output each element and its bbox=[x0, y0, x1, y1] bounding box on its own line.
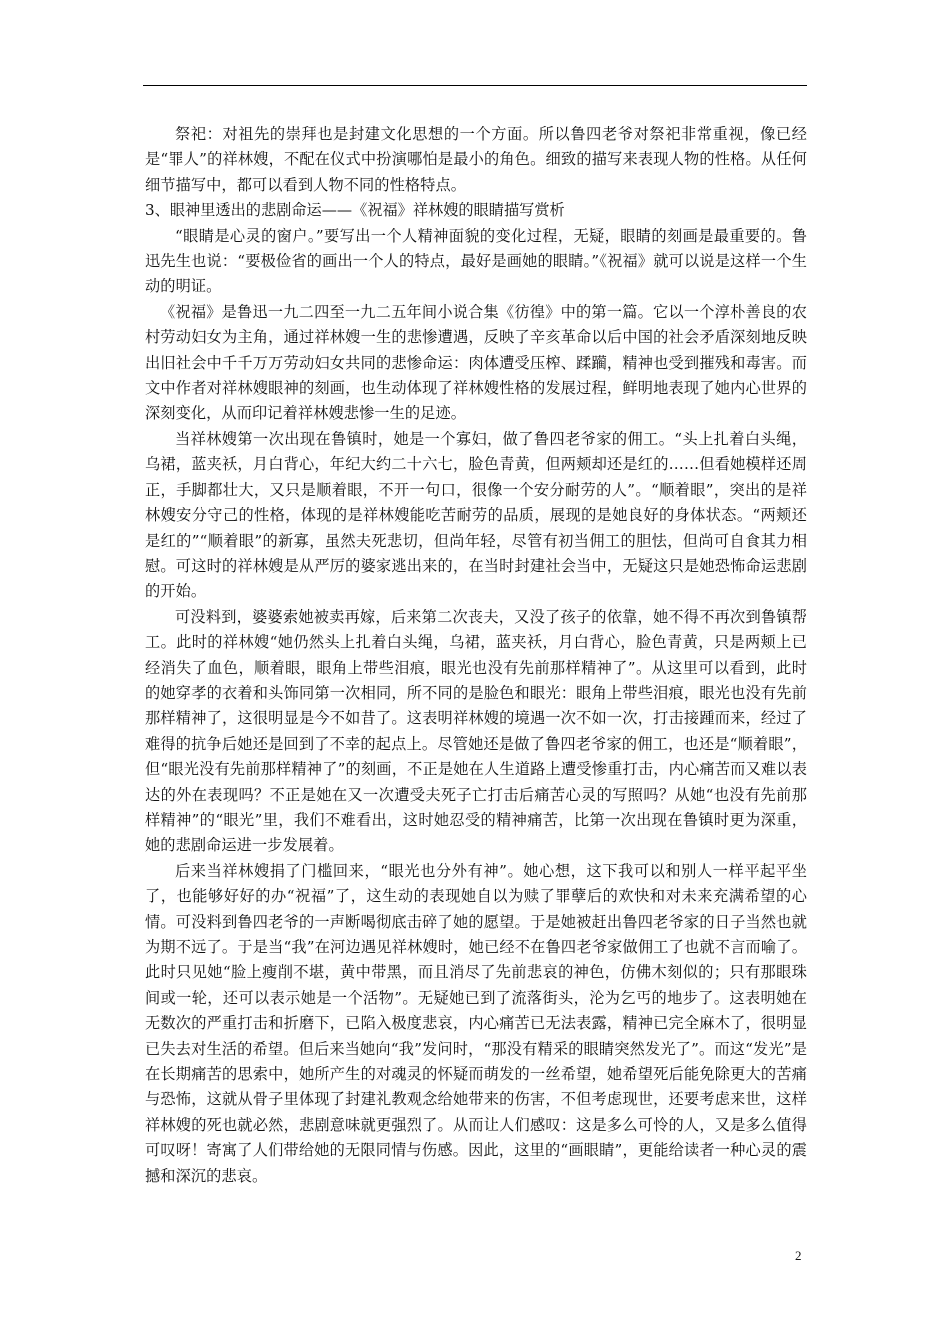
paragraph-final-state: 后来当祥林嫂捐了门槛回来，“眼光也分外有神”。她心想，这下我可以和别人一样平起平坐了，也能够好好的办“祝福”了，这生动的表现她自以为赎了罪孽后的欢快和对未来充满希望的心情。可没料到鲁四老爷的一声断喝彻底击碎了她的愿望。于是她被赶出鲁四老爷家的日子当然也就为期不远了。于是当“我”在河边遇见祥林嫂时，她已经不在鲁四老爷家做佣工了也就不言而喻了。此时只见她“脸上瘦削不堪，黄中带黑，而且消尽了先前悲哀的神色，仿佛木刻似的；只有那眼珠间或一轮，还可以表示她是一个活物”。无疑她已到了流落街头，沦为乞丐的地步了。这表明她在无数次的严重打击和折磨下，已陷入极度悲哀，内心痛苦已无法表露，精神已完全麻木了，很明显已失去对生活的希望。但后来当她向“我”发问时，“那没有精采的眼睛突然发光了”。而这“发光”是在长期痛苦的思索中，她所产生的对魂灵的怀疑而萌发的一丝希望，她希望死后能免除更大的苦痛与恐怖，这就从骨子里体现了封建礼教观念给她带来的伤害，不但考虑现世，还要考虑来世，这样祥林嫂的死也就必然，悲剧意味就更强烈了。从而让人们感叹：这是多么可怜的人，又是多么值得可叹呀！寄寓了人们带给她的无限同情与伤感。因此，这里的“画眼睛”，更能给读者一种心灵的震撼和深沉的悲哀。 bbox=[145, 861, 807, 1185]
paragraph-second-appearance: 可没料到，婆婆索她被卖再嫁，后来第二次丧夫，又没了孩子的依靠，她不得不再次到鲁镇帮工。此时的祥林嫂“她仍然头上扎着白头绳，乌裙，蓝夹袄，月白背心，脸色青黄，只是两颊上已经消失了血色，顺着眼，眼角上带些泪痕，眼光也没有先前那样精神了”。从这里可以看到，此时的她穿孝的衣着和头饰同第一次相同，所不同的是脸色和眼光：眼角上带些泪痕，眼光也没有先前那样精神了，这很明显是今不如昔了。这表明祥林嫂的境遇一次不如一次，打击接踵而来，经过了难得的抗争后她还是回到了不幸的起点上。尽管她还是做了鲁四老爷家的佣工，也还是“顺着眼”，但“眼光没有先前那样精神了”的刻画，不正是她在人生道路上遭受惨重打击，内心痛苦而又难以表达的外在表现吗？不正是她在又一次遭受夫死子亡打击后痛苦心灵的写照吗？从她“也没有先前那样精神”的“眼光”里，我们不难看出，这时她忍受的精神痛苦，比第一次出现在鲁镇时更为深重，她的悲剧命运进一步发展着。 bbox=[145, 607, 807, 855]
paragraph-sacrifice: 祭祀：对祖先的崇拜也是封建文化思想的一个方面。所以鲁四老爷对祭祀非常重视，像已经是“罪人”的祥林嫂，不配在仪式中扮演哪怕是最小的角色。细致的描写来表现人物的性格。从任何细节描写中，都可以看到人物不同的性格特点。 bbox=[145, 125, 807, 194]
paragraph-zhufu-background: 《祝福》是鲁迅一九二四至一九二五年间小说合集《彷徨》中的第一篇。它以一个淳朴善良的农村劳动妇女为主角，通过祥林嫂一生的悲惨遭遇，反映了辛亥革命以后中国的社会矛盾深刻地反映出旧社会中千千万万劳动妇女共同的悲惨命运：肉体遭受压榨、蹂躏，精神也受到摧残和毒害。而文中作者对祥林嫂眼神的刻画，也生动体现了祥林嫂性格的发展过程，鲜明地表现了她内心世界的深刻变化，从而印记着祥林嫂悲惨一生的足迹。 bbox=[145, 302, 807, 423]
paragraph-first-appearance: 当祥林嫂第一次出现在鲁镇时，她是一个寡妇，做了鲁四老爷家的佣工。“头上扎着白头绳，乌裙，蓝夹袄，月白背心，年纪大约二十六七，脸色青黄，但两颊却还是红的……但看她模样还周正，手脚都壮大，又只是顺着眼，不开一句口，很像一个安分耐劳的人”。“顺着眼”，突出的是祥林嫂安分守己的性格，体现的是祥林嫂能吃苦耐劳的品质，展现的是她良好的身体状态。“两颊还是红的”“顺着眼”的新寡，虽然夫死悲切，但尚年轻，尽管有初当佣工的胆怯，但尚可自食其力相慰。可这时的祥林嫂是从严厉的婆家逃出来的，在当时封建社会当中，无疑这只是她恐怖命运悲剧的开始。 bbox=[145, 429, 807, 601]
header-rule bbox=[143, 85, 807, 86]
paragraph-eyes-intro: “眼睛是心灵的窗户。”要写出一个人精神面貌的变化过程，无疑，眼睛的刻画是最重要的。鲁迅先生也说：“要极俭省的画出一个人的特点，最好是画她的眼睛。”《祝福》就可以说是这样一个生动的明证。 bbox=[145, 226, 807, 296]
document-body bbox=[145, 122, 807, 1189]
section-heading: 3、眼神里透出的悲剧命运——《祝福》祥林嫂的眼睛描写赏析 bbox=[145, 201, 565, 220]
page-number: 2 bbox=[795, 1248, 802, 1263]
